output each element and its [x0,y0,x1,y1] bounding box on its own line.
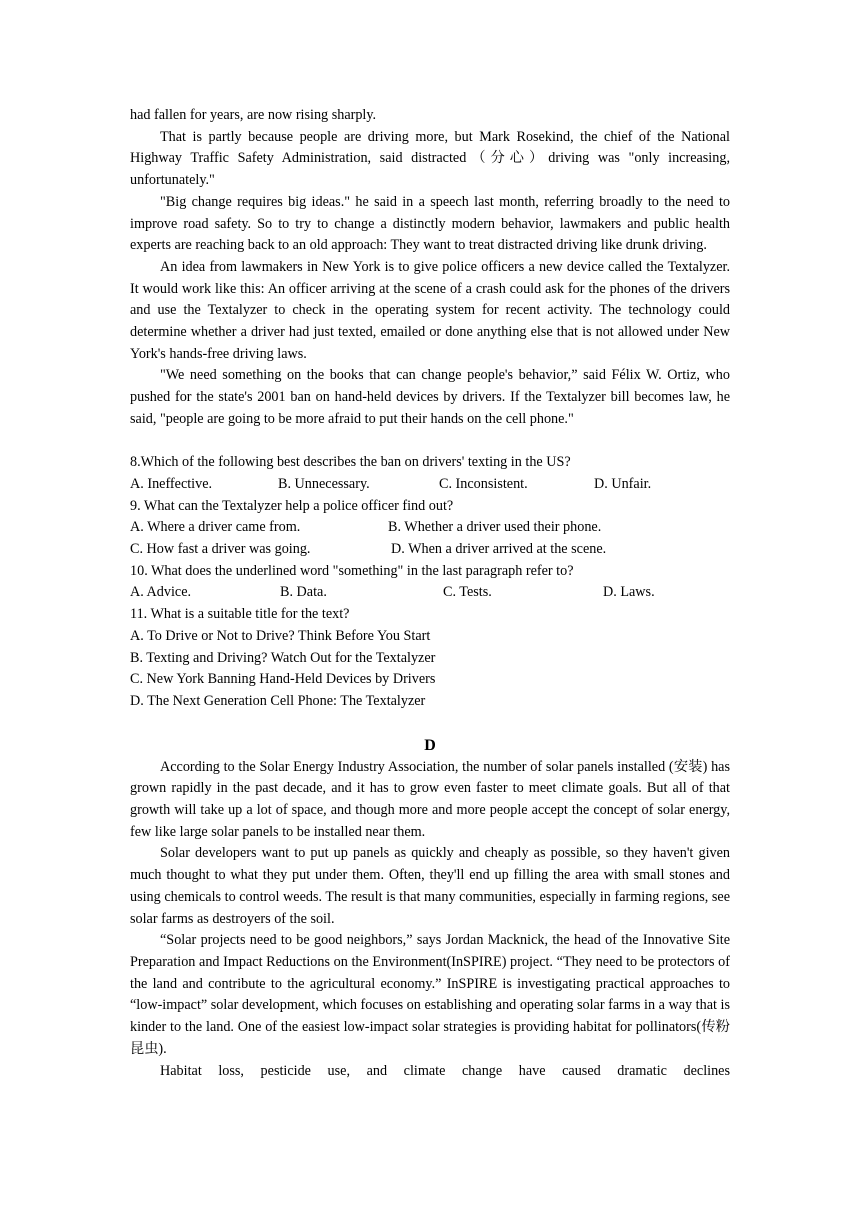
option-d: D. The Next Generation Cell Phone: The Textalyzer [130,692,426,709]
option-a: A. Where a driver came from. [130,519,301,536]
passage-c-paragraph-4: An idea from lawmakers in New York is to give police officers a new device called the Textalyzer. It would work like this: An officer arriving at the scene of a crash could ask for the phones of the drivers and use the Textalyzer to check in the operating system for recent activity. The technology could determine whether a driver had just texted, emailed or done anything else that is not allowed under New York's hands-free driving laws. [130,258,730,362]
option-c: C. How fast a driver was going. [130,541,311,558]
section-d-paragraph-4: Habitat loss, pesticide use, and climate change have caused dramatic declines [160,1062,730,1079]
option-d: D. Unfair. [594,475,652,492]
passage-c-paragraph-2: That is partly because people are driving more, but Mark Rosekind, the chief of the National Highway Traffic Safety Administration, said distracted（分心）driving was "only increasing, unfortunately." [130,128,730,189]
question-11 [130,604,730,713]
option-d: D. Laws. [603,584,655,601]
passage-c-paragraph-5: "We need something on the books that can change people's behavior,” said Félix W. Ortiz, who pushed for the state's 2001 ban on hand-held devices by drivers. If the Textalyzer bill becomes law, he said, "people are going to be more afraid to put their hands on the cell phone." [130,367,730,427]
document-content [130,105,730,1082]
option-b: B. Data. [280,584,327,601]
option-c: C. Tests. [443,584,492,601]
option-b: B. Unnecessary. [278,475,370,492]
option-row [130,517,730,539]
option-row [130,474,730,496]
blank-line [130,431,730,453]
question-stem: 9. What can the Textalyzer help a police officer find out? [130,497,454,514]
option-c: C. New York Banning Hand-Held Devices by Drivers [130,671,436,688]
option-b: B. Whether a driver used their phone. [388,519,602,536]
option-a: A. To Drive or Not to Drive? Think Before You Start [130,627,431,644]
question-9 [130,496,730,561]
section-spacer [130,713,730,723]
passage-c-paragraph-3: "Big change requires big ideas." he said in a speech last month, referring broadly to the need to improve road safety. So to try to change a distinctly modern behavior, lawmakers and public health experts are reaching back to an old approach: They want to treat distracted driving like drunk driving. [130,193,730,254]
section-d-paragraph-3: “Solar projects need to be good neighbors,” says Jordan Macknick, the head of the Innovative Site Preparation and Impact Reductions on the Environment(InSPIRE) project. “They need to be protectors of the land and contribute to the agricultural economy.” InSPIRE is investigating practical approaches to “low-impact” solar development, which focuses on establishing and operating solar farms in a way that is kinder to the land. One of the easiest low-impact solar strategies is providing habitat for pollinators(传粉昆虫). [130,932,730,1057]
section-d-paragraph-2: Solar developers want to put up panels as quickly and cheaply as possible, so they haven't given much thought to what they put under them. Often, they'll end up filling the area with small stones and using chemicals to control weeds. The result is that many communities, especially in farming regions, see solar farms as destroyers of the soil. [130,845,730,927]
option-c: C. Inconsistent. [439,475,528,492]
option-b: B. Texting and Driving? Watch Out for the Textalyzer [130,649,436,666]
option-d: D. When a driver arrived at the scene. [391,541,607,558]
passage-c-paragraph-1: had fallen for years, are now rising sharply. [130,107,377,123]
option-row [130,539,730,561]
option-row [130,582,730,604]
option-a: A. Advice. [130,584,192,601]
question-stem: 10. What does the underlined word "something" in the last paragraph refer to? [130,562,574,579]
question-stem: 8.Which of the following best describes the ban on drivers' texting in the US? [130,454,571,471]
question-10 [130,561,730,604]
question-stem: 11. What is a suitable title for the text? [130,606,350,623]
section-d-heading: D [424,736,436,754]
section-d-paragraph-1: According to the Solar Energy Industry Association, the number of solar panels installed (安装) has grown rapidly in the past decade, and it has to grow even faster to meet climate goals. But all of that growth will take up a lot of space, and though more and more people accept the concept of solar energy, few like large solar panels to be installed near them. [130,758,730,840]
question-8 [130,452,730,495]
option-a: A. Ineffective. [130,475,213,492]
